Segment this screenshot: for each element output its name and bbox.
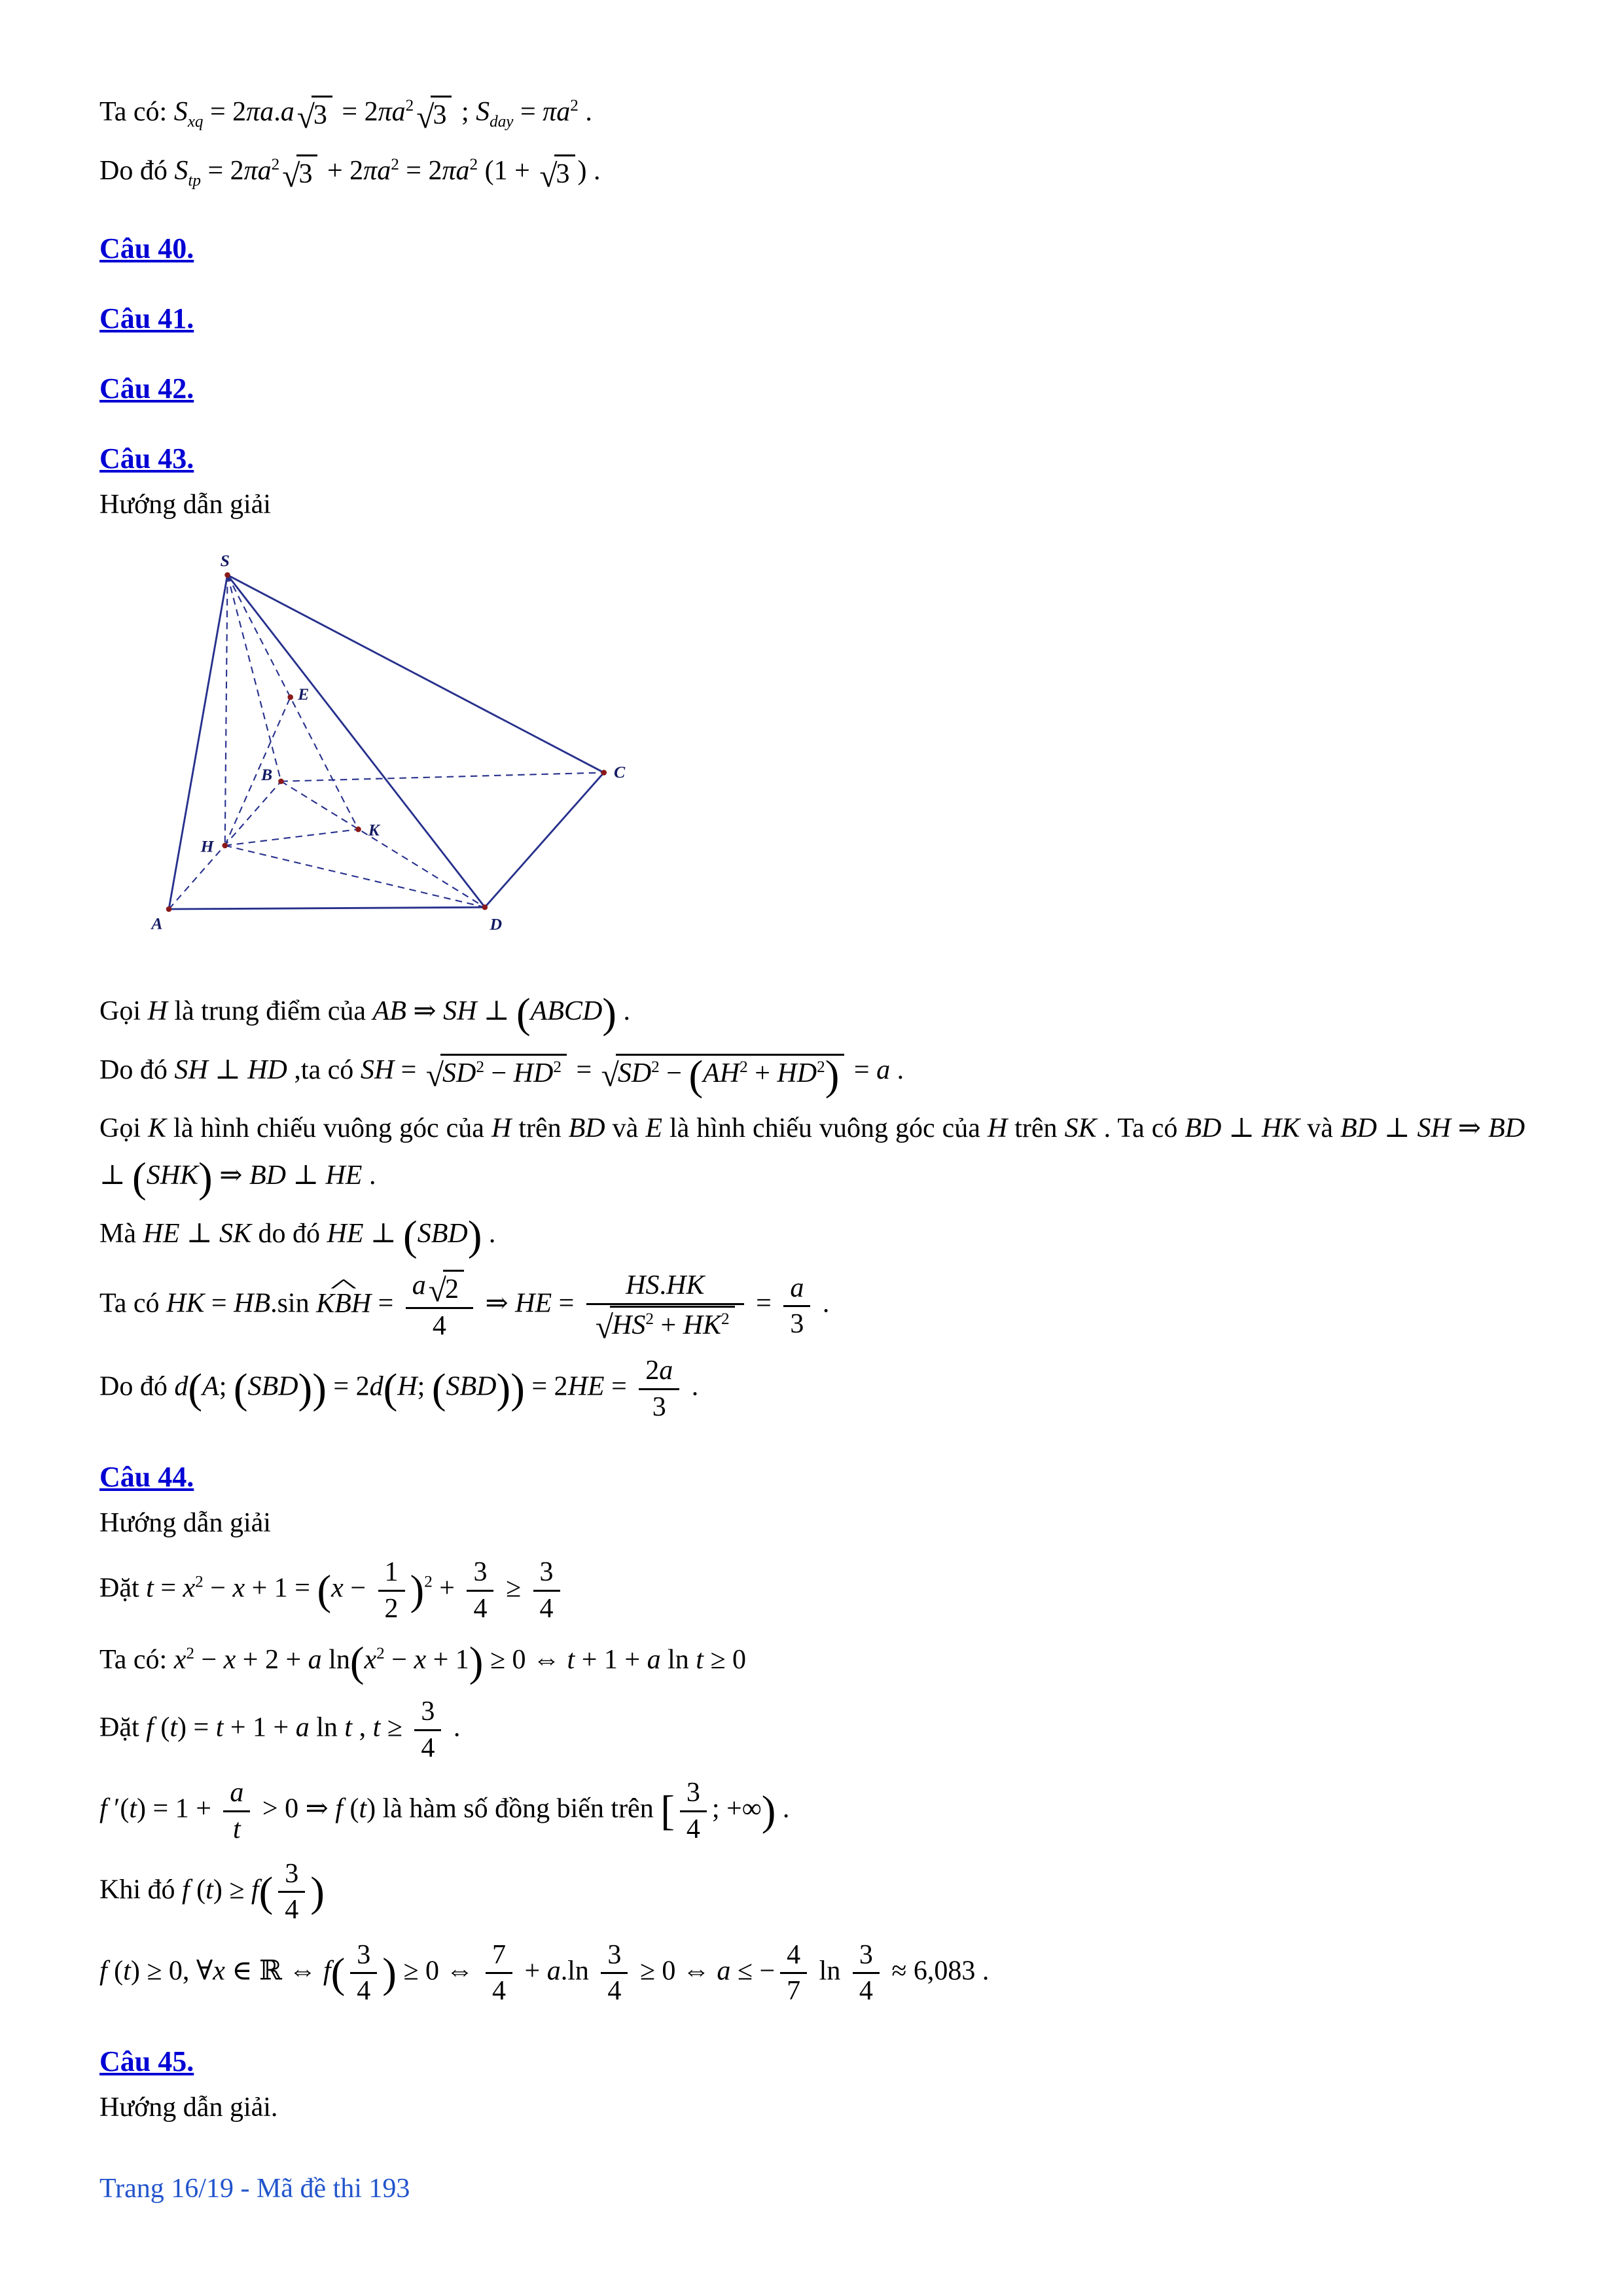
radical-sign: √ [428,1272,446,1309]
question-43-link[interactable]: Câu 43. [99,442,194,475]
solution-guide-45: Hướng dẫn giải. [99,2092,278,2123]
radical-sign: √ [425,1056,444,1093]
point-label-E: E [298,685,310,704]
para-goi-h: Gọi H là trung điểm của AB ⇒ SH ⊥ (ABCD) . [99,990,630,1038]
edge-BC [281,773,603,781]
geometry-figure [130,543,1525,969]
point-label-A: A [151,914,163,933]
radical-sign: √ [595,1308,614,1345]
question-45-link[interactable]: Câu 45. [99,2045,194,2077]
para-f-prime: f ′(t) = 1 + $\frac{a}{t}$ > 0 ⇒ f (t) là hàm số đồng biến trên [ $\frac{3}{4}$ ; +∞) . [99,1778,790,1844]
point-D [482,905,488,910]
document-content [99,89,1525,2128]
edge-SA [169,575,228,909]
question-44-link[interactable]: Câu 44. [99,1461,194,1494]
question-41-link[interactable]: Câu 41. [99,302,194,335]
para-goi-k: Gọi K là hình chiếu vuông góc của H trên BD và E là hình chiếu vuông góc của H trên SK . Ta có BD ⊥ HK và BD ⊥ SH ⇒ BD ⊥ (SHK) ⇒ BD ⊥ HE . [99,1113,1525,1202]
solution-guide-43: Hướng dẫn giải [99,490,271,520]
point-C [601,770,607,776]
line-total-area: Do đó $S_{tp} = 2\pi a^2$ √ 3 + $2\pi a^2 = 2\pi a^2$ (1 + √ 3 ) . [99,156,601,194]
edge-BD [281,781,484,907]
edge-SH [225,575,228,846]
point-K [355,827,361,833]
point-A [166,906,172,912]
point-B [278,779,284,785]
point-label-K: K [368,821,380,840]
para-conclusion: f (t) ≥ 0, ∀x ∈ ℝ ⇔ f( $\frac{3}{4}$ ) ≥ 0 ⇔ $\frac{7}{4}$ + a.ln $\frac{3}{4}$ ≥ 0 ⇔ a ≤ − $\frac{4}{7}$ ln $\frac{3}{4}$ ≈ 6,083 . [99,1939,990,2007]
para-ma-he: Mà HE ⊥ SK do đó HE ⊥ (SBD) . [99,1212,496,1260]
point-label-H: H [200,836,214,856]
point-label-S: S [220,551,230,571]
solution-guide-44: Hướng dẫn giải [99,1508,271,1539]
radical-sign: √ [296,99,315,135]
point-S [224,573,230,579]
para-dat-f: Đặt f (t) = t + 1 + a ln t , t ≥ $\frac{3}{4}$ . [99,1696,461,1763]
edge-DC [485,773,604,908]
edge-SD [228,575,485,908]
edge-SB [228,575,281,781]
edge-HE [225,698,291,846]
edge-AD [169,908,485,910]
para-sh-length: Do đó SH ⊥ HD ,ta có SH = √ $SD^2 - HD^2$ = √ $SD^2 - (AH^2 + HD^2)$ = a . [99,1052,904,1100]
para-dat-t: Đặt $t = x^2 - x + 1 = (x$ − $\frac{1}{2}$ )$^2$ + $\frac{3}{4}$ ≥ $\frac{3}{4}$ [99,1556,1525,1625]
para-hk-he: Ta có HK = HB.sin ^ KBH = a √ 2 4 ⇒ HE = HS.HK √ $HS^2 + HK^2$ = $\frac{a}{3}$ . [99,1269,1525,1342]
radical-sign: √ [282,158,300,194]
edge-HK [225,830,359,846]
para-distance: Do đó d(A; (SBD)) = 2d(H; (SBD)) = 2HE = $\frac{2a}{3}$ . [99,1355,699,1422]
pyramid-figure-svg [130,543,653,961]
radical-sign: √ [601,1056,619,1093]
line-lateral-area: Ta có: $S_{xq} = 2\pi a.a$ √ 3 = $2\pi a^2$ √ 3 ; $S_{day} = \pi a^2$ . [99,97,592,135]
point-label-B: B [260,765,273,785]
point-E [287,694,293,700]
edge-SC [228,575,604,773]
question-40-link[interactable]: Câu 40. [99,232,194,265]
page-footer: Trang 16/19 - Mã đề thi 193 [99,2174,410,2204]
edge-HD [225,846,485,907]
radical-sign: √ [539,158,558,194]
radical-sign: √ [416,99,435,135]
question-42-link[interactable]: Câu 42. [99,372,194,405]
point-label-C: C [614,762,626,782]
point-H [222,843,228,849]
para-taco-x: Ta có: $x^2 - x + 2 + a$ $\ln(x^2 - x + 1) \ge 0$ ⇔ t + 1 + a ln t ≥ 0 [99,1638,746,1686]
edge-SK [228,575,359,830]
point-label-D: D [490,914,503,934]
para-khi-do: Khi đó f (t) ≥ f( $\frac{3}{4}$ ) [99,1858,325,1926]
